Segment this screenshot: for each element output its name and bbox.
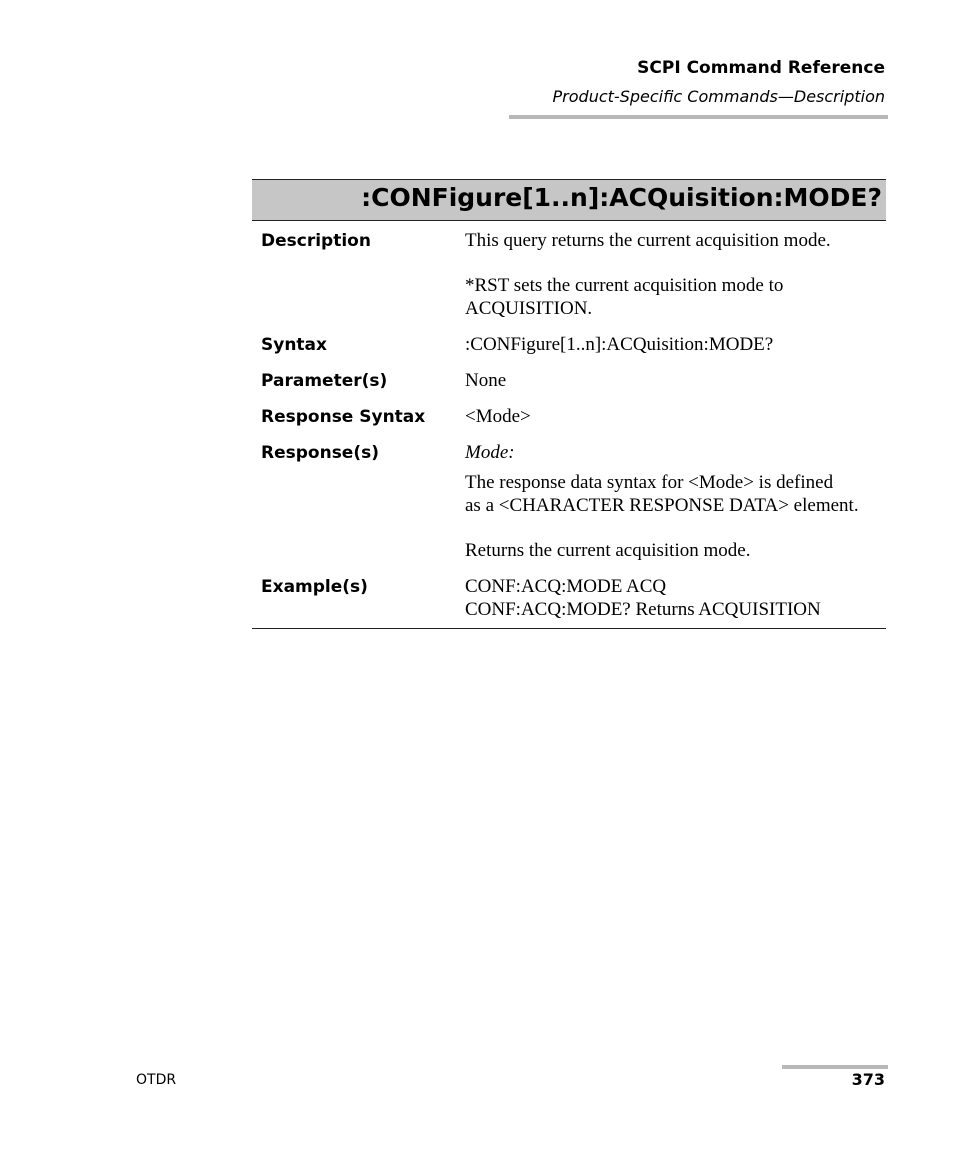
command-title-bar: [252, 179, 886, 221]
page-number: 373: [851, 1070, 885, 1089]
response-syntax-label: Response Syntax: [261, 407, 426, 427]
description-text-2: *RST sets the current acquisition mode to: [465, 275, 784, 296]
command-title: :CONFigure[1..n]:ACQuisition:MODE?: [361, 183, 882, 212]
description-text-3: ACQUISITION.: [465, 298, 593, 319]
parameters-value: None: [465, 370, 507, 391]
table-bottom-rule: [252, 628, 886, 629]
running-header-title: SCPI Command Reference: [637, 58, 885, 78]
response-text-1: The response data syntax for <Mode> is defined: [465, 472, 834, 493]
response-text-2: as a <CHARACTER RESPONSE DATA> element.: [465, 495, 859, 516]
header-divider: [509, 115, 888, 119]
responses-label: Response(s): [261, 443, 379, 463]
footer-divider: [782, 1065, 888, 1069]
running-header-subtitle: Product-Specific Commands—Description: [552, 87, 885, 106]
footer-product: OTDR: [136, 1072, 177, 1088]
parameters-label: Parameter(s): [261, 371, 388, 391]
example-line-2: CONF:ACQ:MODE? Returns ACQUISITION: [465, 599, 821, 620]
example-line-1: CONF:ACQ:MODE ACQ: [465, 576, 667, 597]
response-text-3: Returns the current acquisition mode.: [465, 540, 751, 561]
description-label: Description: [261, 231, 371, 251]
response-syntax-value: <Mode>: [465, 406, 531, 427]
description-text-1: This query returns the current acquisition mode.: [465, 230, 831, 251]
syntax-label: Syntax: [261, 335, 327, 355]
syntax-value: :CONFigure[1..n]:ACQuisition:MODE?: [465, 334, 774, 355]
examples-label: Example(s): [261, 577, 368, 597]
response-name: Mode:: [465, 442, 515, 463]
